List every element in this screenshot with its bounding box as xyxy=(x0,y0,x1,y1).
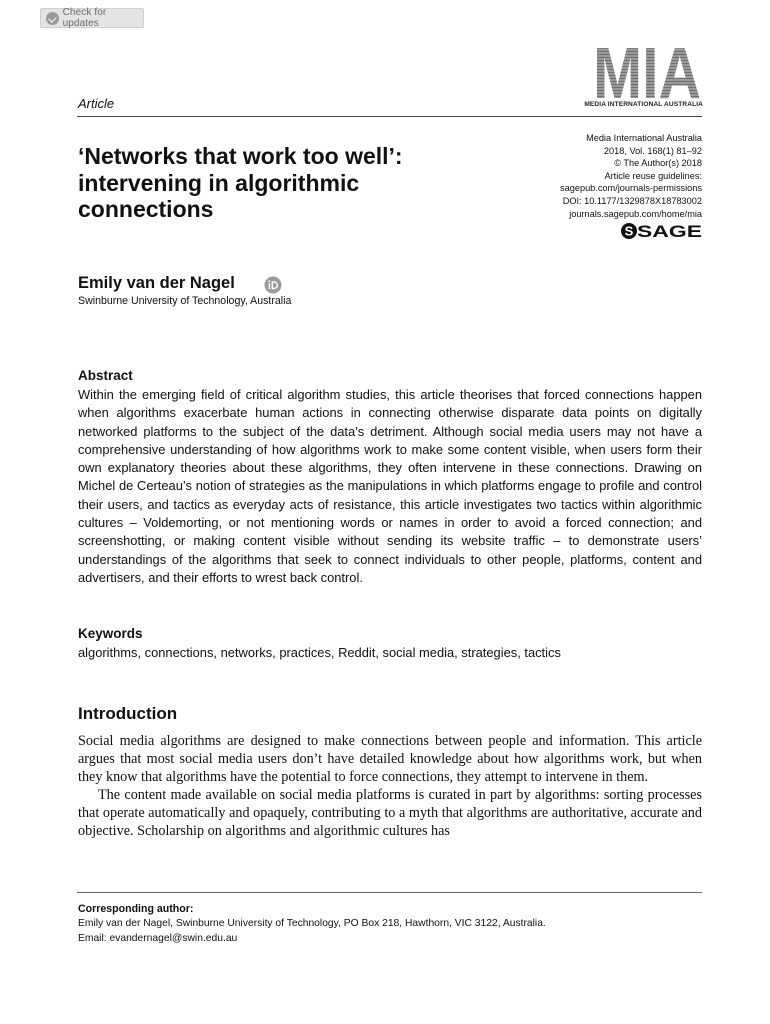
introduction-paragraph-2: The content made available on social media platforms is curated in part by algorithms: sorting processes that operate automatically and opaquely, contributing to a myth that algorithms are authoritative, accurate and objective. Scholarship on algorithms and algorithmic cultures has xyxy=(78,786,702,839)
article-title xyxy=(78,143,498,223)
permissions-link[interactable]: sagepub.com/journals-permissions xyxy=(560,183,702,194)
check-for-updates-button[interactable] xyxy=(40,8,144,28)
footnote-divider xyxy=(77,892,702,893)
keywords-text: algorithms, connections, networks, practices, Reddit, social media, strategies, tactics xyxy=(78,645,561,660)
crossmark-icon xyxy=(46,12,59,25)
mia-logo-text: MIA xyxy=(593,36,701,112)
volume-info: 2018, Vol. 168(1) 81–92 xyxy=(603,145,702,156)
header-divider xyxy=(77,116,702,117)
check-for-updates-label: Check for updates xyxy=(62,7,107,29)
introduction-heading: Introduction xyxy=(78,704,178,723)
corresponding-author-heading: Corresponding author: xyxy=(78,903,194,915)
introduction-body xyxy=(78,733,702,840)
article-type-label: Article xyxy=(78,96,115,111)
abstract-text: Within the emerging field of critical algorithm studies, this article theorises that forced connections happen when algorithms exacerbate human actions in connecting otherwise disparate data points on digitally networked platforms to the subject of the data’s detriment. Although social media users may not have a comprehensive understanding of how algorithms work to make some content visible, when users form their own explanatory theories about these algorithms, they often intervene in these connections. Drawing on Michel de Certeau’s notion of strategies as the manipulations in which platforms engage to profile and control their users, and tactics as everyday acts of resistance, this article investigates two tactics within algorithmic cultures – Voldemorting, or not mentioning words or names in order to avoid a forced connection; and screenshotting, or making content visible without sending its website traffic – to demonstrate users’ understandings of the algorithms that seek to connect individuals to other people, platforms, content and advertisers, and their efforts to wrest back control. xyxy=(78,387,702,585)
reuse-guidelines: Article reuse guidelines: xyxy=(604,170,702,181)
publication-meta xyxy=(500,132,702,220)
sage-logo xyxy=(620,219,704,243)
journal-homepage-link[interactable]: journals.sagepub.com/home/mia xyxy=(569,208,702,219)
corresponding-author-address: Emily van der Nagel, Swinburne University of Technology, PO Box 218, Hawthorn, VIC 3122, Australia. xyxy=(78,918,546,929)
sage-logo-text: SAGE xyxy=(637,222,702,241)
journal-logo-subtitle: MEDIA INTERNATIONAL AUSTRALIA xyxy=(584,101,703,108)
author-name: Emily van der Nagel xyxy=(78,274,235,292)
title-line-1: ‘Networks that work too well’: xyxy=(78,143,403,169)
svg-text:S: S xyxy=(624,223,634,239)
author-affiliation: Swinburne University of Technology, Australia xyxy=(78,295,292,307)
title-line-2: intervening in algorithmic xyxy=(78,169,360,196)
keywords-heading: Keywords xyxy=(78,626,143,641)
abstract-heading: Abstract xyxy=(78,368,133,383)
doi[interactable]: DOI: 10.1177/1329878X18783002 xyxy=(562,195,702,206)
journal-name: Media International Australia xyxy=(586,133,702,143)
corresponding-author-email[interactable]: Email: evandernagel@swin.edu.au xyxy=(78,933,238,944)
orcid-icon[interactable] xyxy=(264,276,282,294)
copyright: © The Author(s) 2018 xyxy=(614,158,702,169)
introduction-paragraph-1: Social media algorithms are designed to make connections between people and information. This article argues that most social media users don’t have detailed knowledge about how algorithms work, but when they know that algorithms have the potential to force connections, they attempt to intervene in them. xyxy=(78,733,702,785)
title-line-3: connections xyxy=(78,196,214,222)
